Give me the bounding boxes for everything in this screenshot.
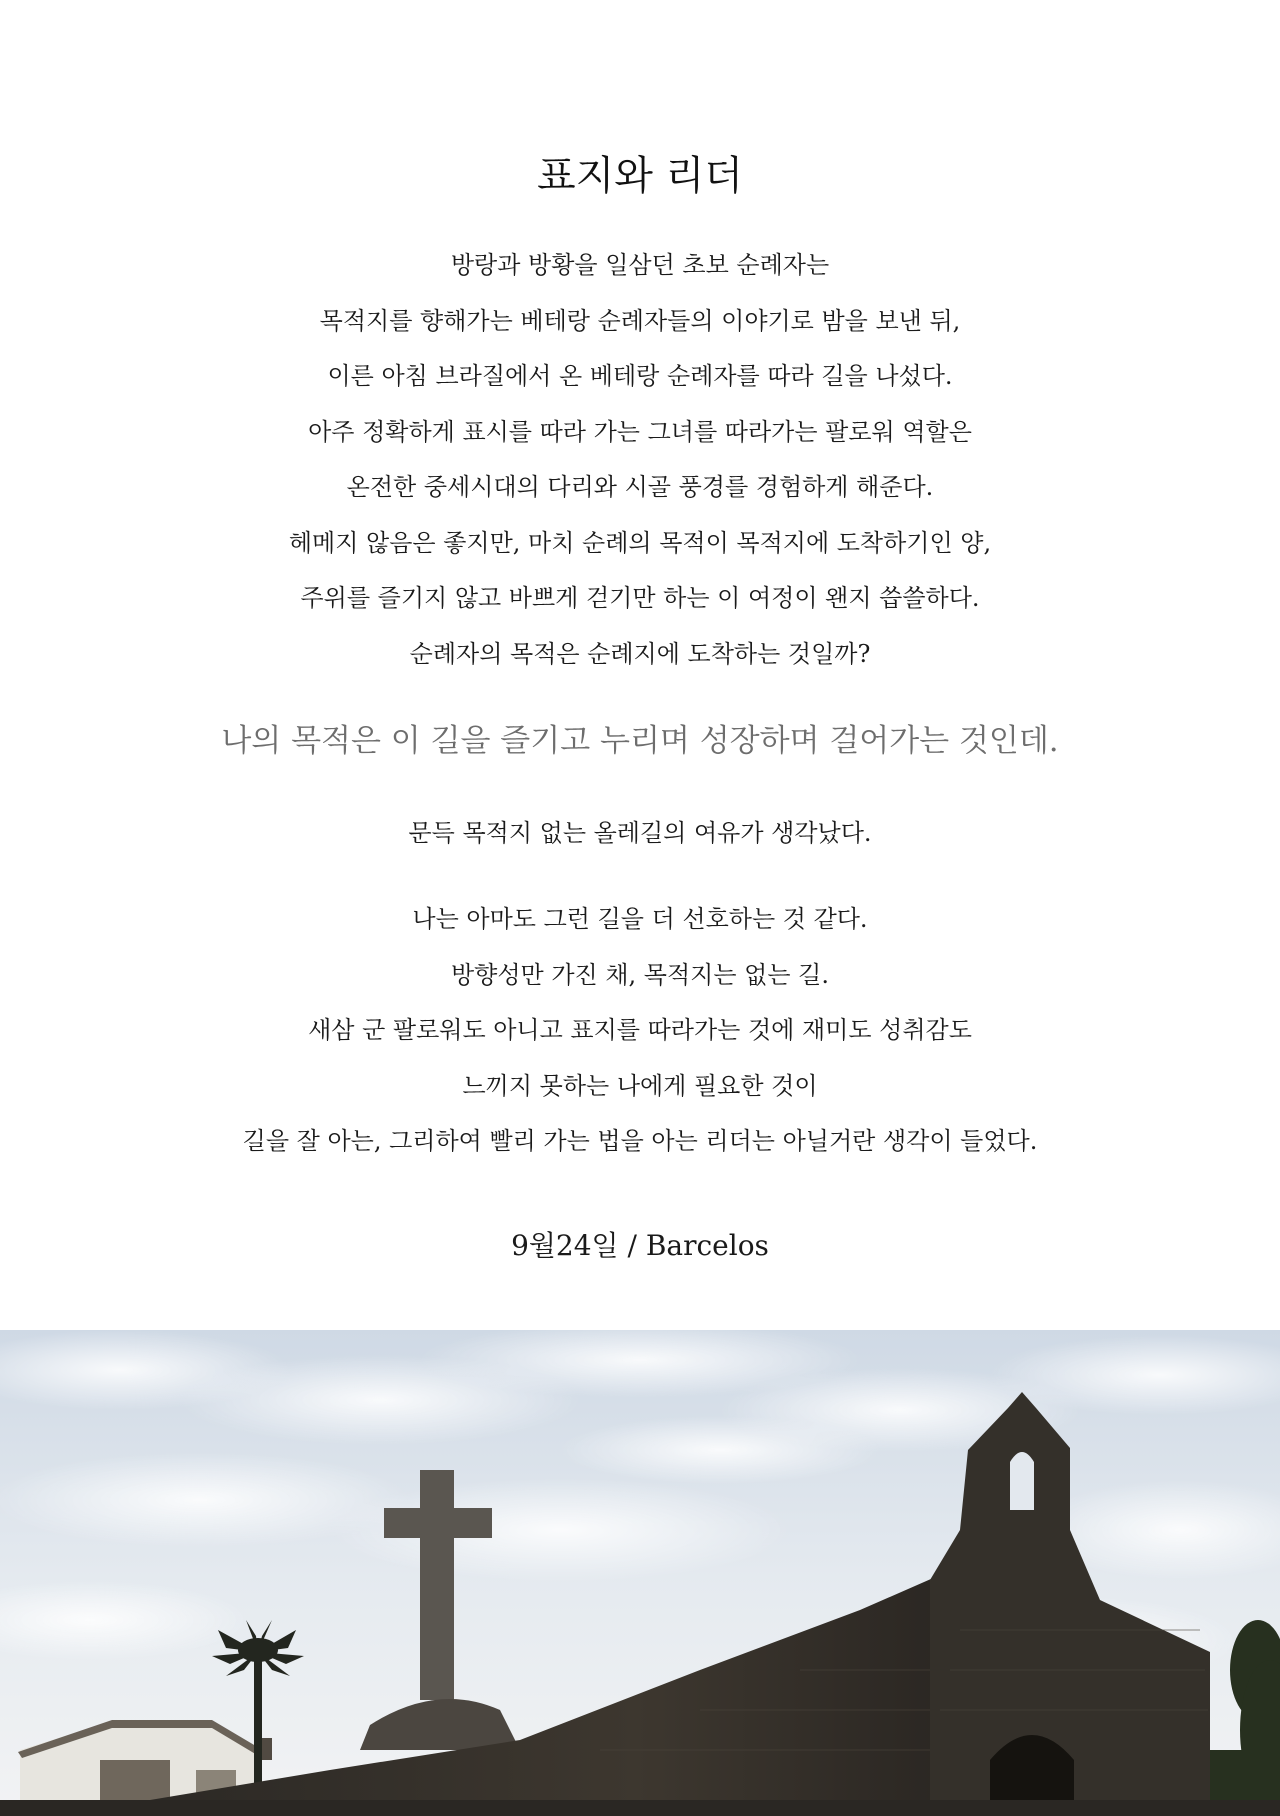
ground [0,1800,1280,1816]
verse-line: 방향성만 가진 채, 목적지는 없는 길. [451,960,829,989]
chapel-photo [0,1330,1280,1816]
verse-line: 주위를 즐기지 않고 바쁘게 걷기만 하는 이 여정이 왠지 씁쓸하다. [300,584,980,612]
verse-line: 방랑과 방황을 일삼던 초보 순례자는 [450,251,830,279]
verse-line: 순례자의 목적은 순례지에 도착하는 것일까? [409,639,871,668]
verse-stanza-3 [0,892,1280,1170]
verse-line: 느끼지 못하는 나에게 필요한 것이 [462,1071,818,1100]
verse-line: 길을 잘 아는, 그리하여 빨리 가는 법을 아는 리더는 아닐거란 생각이 들었다. [242,1127,1038,1155]
verse-line: 나는 아마도 그런 길을 더 선호하는 것 같다. [412,905,868,933]
verse-line: 온전한 중세시대의 다리와 시골 풍경를 경험하게 해준다. [346,473,934,501]
verse-line: 헤메지 않음은 좋지만, 마치 순례의 목적이 목적지에 도착하기인 양, [288,528,992,557]
verse-line: 새삼 군 팔로워도 아니고 표지를 따라가는 것에 재미도 성취감도 [308,1016,972,1044]
emphasis-line: 나의 목적은 이 길을 즐기고 누리며 성장하며 걸어가는 것인데. [221,723,1059,759]
verse-line: 아주 정확하게 표시를 따라 가는 그녀를 따라가는 팔로워 역할은 [308,417,972,446]
page-title: 표지와 리더 [537,153,743,199]
verse-line: 문득 목적지 없는 올레길의 여유가 생각났다. [408,819,872,847]
verse-stanza-1 [0,238,1280,682]
verse-line: 목적지를 향해가는 베테랑 순례자들의 이야기로 밤을 보낸 뒤, [319,306,961,335]
verse-stanza-2 [0,806,1280,862]
dateline: 9월24일 / Barcelos [511,1229,769,1262]
verse-line: 이른 아침 브라질에서 온 베테랑 순례자를 따라 길을 나섰다. [327,362,953,390]
